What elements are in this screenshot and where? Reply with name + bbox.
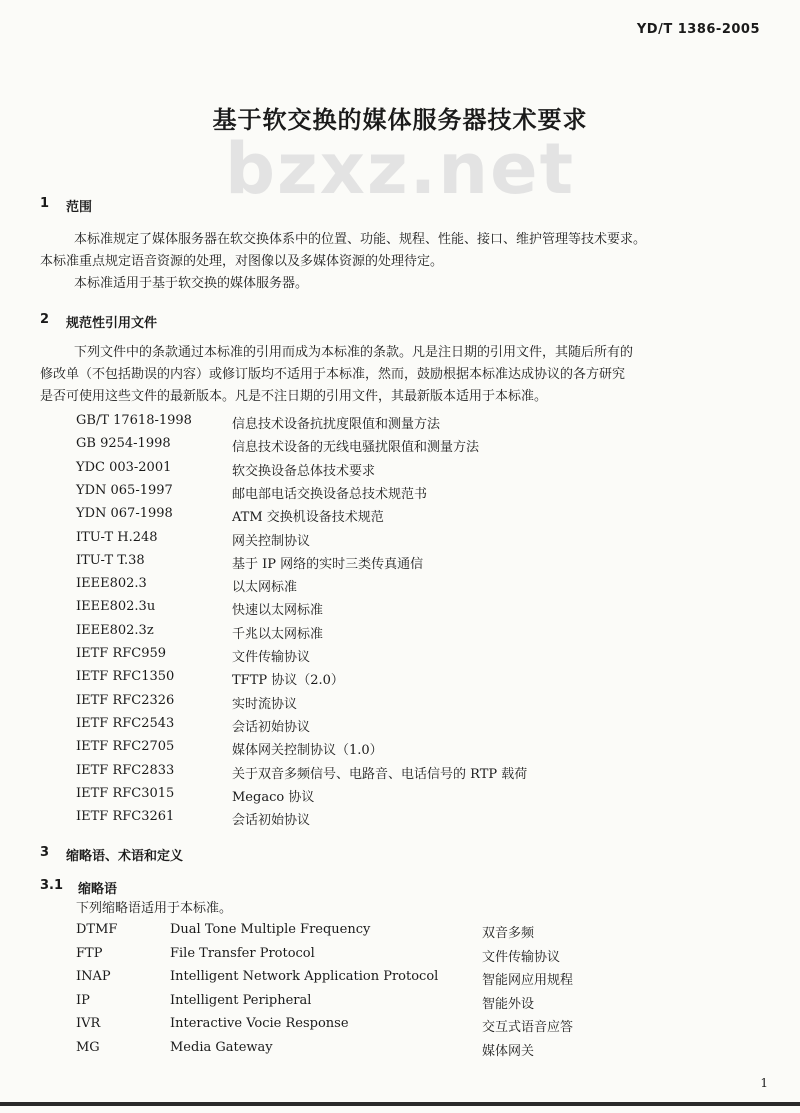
reference-item [76, 576, 776, 594]
reference-code: YDN 067-1998 [76, 506, 173, 522]
abbreviation-english: Intelligent Network Application Protocol [170, 969, 439, 984]
reference-title: 文件传输协议 [232, 650, 311, 665]
reference-title: 实时流协议 [232, 696, 298, 712]
page-number: 1 [760, 1076, 768, 1090]
section-2-intro-line-3: 是否可使用这些文件的最新版本。凡是不注日期的引用文件，其最新版本适用于本标准。 [40, 389, 548, 404]
subsection-3-1-number: 3.1 [40, 878, 64, 893]
reference-item [76, 506, 776, 524]
reference-title: 千兆以太网标准 [232, 626, 324, 642]
abbreviation: IP [76, 992, 90, 1008]
reference-code: YDC 003-2001 [76, 459, 172, 475]
abbreviation-row [76, 993, 776, 1011]
abbreviation-chinese: 智能网应用规程 [482, 973, 574, 988]
reference-code: IETF RFC2833 [76, 762, 175, 778]
subsection-3-1-heading: 缩略语 [78, 882, 118, 897]
reference-title: Megaco 协议 [232, 789, 315, 805]
reference-item [76, 413, 776, 431]
reference-title: 基于 IP 网络的实时三类传真通信 [232, 556, 424, 572]
abbreviation-chinese: 交互式语音应答 [482, 1020, 574, 1035]
reference-item [76, 739, 776, 757]
reference-title: 媒体网关控制协议（1.0） [232, 743, 383, 759]
reference-code: IEEE802.3 [76, 576, 147, 592]
reference-title: 快速以太网标准 [232, 603, 324, 619]
reference-title: 以太网标准 [232, 580, 298, 596]
reference-title: 软交换设备总体技术要求 [232, 463, 376, 479]
abbreviation-chinese: 文件传输协议 [482, 949, 561, 965]
bottom-rule [0, 1102, 800, 1106]
reference-title: 网关控制协议 [232, 533, 311, 549]
reference-item [76, 669, 776, 687]
reference-title: 信息技术设备的无线电骚扰限值和测量方法 [232, 440, 480, 456]
reference-code: GB/T 17618-1998 [76, 413, 192, 428]
reference-item [76, 623, 776, 641]
reference-item [76, 436, 776, 454]
abbreviation-row [76, 946, 776, 964]
abbreviation-english: Intelligent Peripheral [170, 992, 312, 1008]
reference-item [76, 716, 776, 734]
section-1-heading: 范围 [66, 200, 93, 215]
abbreviation-chinese: 双音多频 [482, 926, 535, 941]
abbreviation-row [76, 1016, 776, 1034]
reference-code: IETF RFC1350 [76, 669, 175, 685]
abbreviation-english: Interactive Vocie Response [170, 1016, 349, 1031]
abbreviation: MG [76, 1039, 100, 1055]
abbreviation: IVR [76, 1016, 101, 1031]
reference-code: IETF RFC2543 [76, 715, 175, 731]
section-3-number: 3 [40, 845, 50, 860]
section-1-para-2: 本标准适用于基于软交换的媒体服务器。 [74, 276, 309, 291]
section-2-heading: 规范性引用文件 [66, 316, 158, 331]
reference-title: 会话初始协议 [232, 719, 311, 735]
reference-code: YDN 065-1997 [76, 482, 173, 498]
section-1-para-1-line-2: 本标准重点规定语音资源的处理，对图像以及多媒体资源的处理待定。 [40, 254, 444, 269]
reference-title: 关于双音多频信号、电路音、电话信号的 RTP 载荷 [232, 766, 528, 782]
watermark: bzxz.net [224, 128, 576, 210]
reference-item [76, 553, 776, 571]
reference-item [76, 786, 776, 804]
section-1-number: 1 [40, 196, 50, 211]
reference-title: ATM 交换机设备技术规范 [232, 510, 384, 526]
reference-code: IETF RFC3261 [76, 809, 175, 825]
reference-item [76, 599, 776, 617]
reference-item [76, 809, 776, 827]
reference-title: TFTP 协议（2.0） [232, 673, 344, 689]
reference-code: ITU-T T.38 [76, 552, 145, 568]
reference-item [76, 460, 776, 478]
abbreviation-chinese: 媒体网关 [482, 1043, 535, 1059]
reference-code: IEEE802.3u [76, 599, 156, 615]
section-1-para-1-line-1: 本标准规定了媒体服务器在软交换体系中的位置、功能、规程、性能、接口、维护管理等技术要求。 [74, 232, 647, 247]
reference-code: IETF RFC3015 [76, 785, 175, 801]
document-title: 基于软交换的媒体服务器技术要求 [212, 106, 588, 134]
abbreviation: DTMF [76, 922, 118, 937]
abbreviation-english: Dual Tone Multiple Frequency [170, 922, 371, 937]
reference-code: IETF RFC2705 [76, 739, 175, 755]
reference-title: 邮电部电话交换设备总技术规范书 [232, 486, 428, 502]
abbreviation-chinese: 智能外设 [482, 996, 535, 1012]
section-3-heading: 缩略语、术语和定义 [66, 849, 184, 864]
reference-item [76, 530, 776, 548]
section-2-number: 2 [40, 312, 50, 327]
abbreviation-row [76, 922, 776, 940]
reference-code: IETF RFC2326 [76, 692, 175, 708]
reference-code: ITU-T H.248 [76, 529, 158, 545]
reference-title: 信息技术设备抗扰度限值和测量方法 [232, 417, 441, 432]
reference-code: GB 9254-1998 [76, 436, 171, 452]
reference-item [76, 646, 776, 664]
abbreviation-english: Media Gateway [170, 1039, 273, 1055]
abbreviation-row [76, 1040, 776, 1058]
section-2-intro-line-1: 下列文件中的条款通过本标准的引用而成为本标准的条款。凡是注日期的引用文件，其随后所有的 [74, 345, 634, 360]
standard-number: YD/T 1386-2005 [636, 22, 760, 37]
abbreviation: INAP [76, 969, 111, 984]
reference-code: IETF RFC959 [76, 646, 167, 661]
reference-title: 会话初始协议 [232, 813, 311, 829]
reference-item [76, 763, 776, 781]
reference-item [76, 693, 776, 711]
abbreviation-english: File Transfer Protocol [170, 945, 315, 961]
abbreviation-row [76, 969, 776, 987]
abbreviation: FTP [76, 945, 103, 961]
reference-item [76, 483, 776, 501]
reference-code: IEEE802.3z [76, 622, 154, 638]
section-2-intro-line-2: 修改单（不包括勘误的内容）或修订版均不适用于本标准，然而，鼓励根据本标准达成协议的各方研究 [40, 367, 626, 382]
subsection-3-1-intro: 下列缩略语适用于本标准。 [76, 901, 233, 916]
